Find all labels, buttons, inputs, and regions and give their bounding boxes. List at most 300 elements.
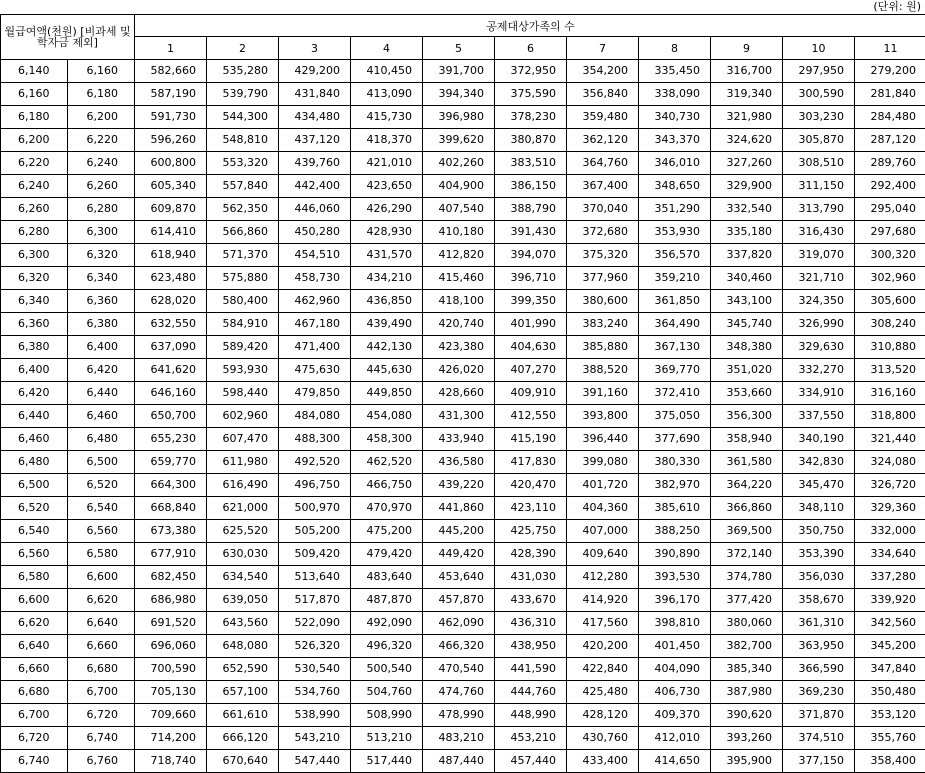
tax-amount-cell: 655,230 (135, 428, 207, 451)
tax-amount-cell: 446,060 (279, 198, 351, 221)
tax-amount-cell: 356,840 (567, 83, 639, 106)
tax-amount-cell: 548,810 (207, 129, 279, 152)
tax-amount-cell: 462,520 (351, 451, 423, 474)
table-row (1, 405, 925, 428)
tax-amount-cell: 401,450 (639, 635, 711, 658)
tax-amount-cell: 345,470 (783, 474, 855, 497)
tax-amount-cell: 646,160 (135, 382, 207, 405)
tax-amount-cell: 377,960 (567, 267, 639, 290)
tax-amount-cell: 399,350 (495, 290, 567, 313)
tax-amount-cell: 513,640 (279, 566, 351, 589)
table-row (1, 612, 925, 635)
tax-amount-cell: 422,840 (567, 658, 639, 681)
tax-amount-cell: 429,200 (279, 60, 351, 83)
salary-range-header: 월급여액(천원) [비과세 및 학자금 제외] (1, 15, 135, 60)
tax-amount-cell: 366,860 (711, 497, 783, 520)
tax-amount-cell: 509,420 (279, 543, 351, 566)
dependents-header: 공제대상가족의 수 (135, 15, 925, 37)
tax-amount-cell: 318,800 (855, 405, 925, 428)
tax-amount-cell: 535,280 (207, 60, 279, 83)
tax-amount-cell: 348,650 (639, 175, 711, 198)
tax-amount-cell: 454,510 (279, 244, 351, 267)
tax-amount-cell: 289,760 (855, 152, 925, 175)
tax-amount-cell: 428,660 (423, 382, 495, 405)
tax-amount-cell: 439,220 (423, 474, 495, 497)
table-row (1, 681, 925, 704)
tax-amount-cell: 359,210 (639, 267, 711, 290)
tax-amount-cell: 437,120 (279, 129, 351, 152)
tax-amount-cell: 483,210 (423, 727, 495, 750)
tax-amount-cell: 342,830 (783, 451, 855, 474)
tax-amount-cell: 426,290 (351, 198, 423, 221)
tax-amount-cell: 425,750 (495, 520, 567, 543)
tax-amount-cell: 345,200 (855, 635, 925, 658)
tax-amount-cell: 637,090 (135, 336, 207, 359)
tax-amount-cell: 316,430 (783, 221, 855, 244)
tax-amount-cell: 356,030 (783, 566, 855, 589)
tax-amount-cell: 353,120 (855, 704, 925, 727)
range-min-cell: 6,380 (1, 336, 68, 359)
tax-amount-cell: 700,590 (135, 658, 207, 681)
range-min-cell: 6,620 (1, 612, 68, 635)
tax-amount-cell: 444,760 (495, 681, 567, 704)
dependents-count-4: 4 (351, 37, 423, 60)
tax-amount-cell: 487,440 (423, 750, 495, 773)
tax-amount-cell: 393,800 (567, 405, 639, 428)
tax-amount-cell: 479,420 (351, 543, 423, 566)
dependents-count-row (1, 37, 925, 60)
tax-amount-cell: 302,960 (855, 267, 925, 290)
range-max-cell: 6,660 (68, 635, 135, 658)
tax-amount-cell: 436,850 (351, 290, 423, 313)
range-max-cell: 6,320 (68, 244, 135, 267)
tax-amount-cell: 383,240 (567, 313, 639, 336)
dependents-count-9: 9 (711, 37, 783, 60)
range-min-cell: 6,700 (1, 704, 68, 727)
tax-amount-cell: 398,810 (639, 612, 711, 635)
table-row (1, 635, 925, 658)
tax-amount-cell: 478,990 (423, 704, 495, 727)
tax-amount-cell: 329,360 (855, 497, 925, 520)
tax-amount-cell: 353,660 (711, 382, 783, 405)
tax-amount-cell: 297,680 (855, 221, 925, 244)
tax-amount-cell: 364,760 (567, 152, 639, 175)
tax-amount-cell: 415,190 (495, 428, 567, 451)
tax-amount-cell: 433,670 (495, 589, 567, 612)
tax-amount-cell: 562,350 (207, 198, 279, 221)
range-max-cell: 6,620 (68, 589, 135, 612)
tax-amount-cell: 641,620 (135, 359, 207, 382)
tax-amount-cell: 321,710 (783, 267, 855, 290)
tax-amount-cell: 534,760 (279, 681, 351, 704)
tax-amount-cell: 394,070 (495, 244, 567, 267)
tax-amount-cell: 557,840 (207, 175, 279, 198)
tax-amount-cell: 484,080 (279, 405, 351, 428)
tax-amount-cell: 696,060 (135, 635, 207, 658)
tax-amount-cell: 439,760 (279, 152, 351, 175)
tax-amount-cell: 428,120 (567, 704, 639, 727)
range-max-cell: 6,440 (68, 382, 135, 405)
dependents-count-10: 10 (783, 37, 855, 60)
tax-amount-cell: 319,340 (711, 83, 783, 106)
tax-amount-cell: 547,440 (279, 750, 351, 773)
tax-amount-cell: 492,520 (279, 451, 351, 474)
tax-amount-cell: 596,260 (135, 129, 207, 152)
tax-amount-cell: 423,380 (423, 336, 495, 359)
tax-amount-cell: 500,540 (351, 658, 423, 681)
tax-amount-cell: 418,370 (351, 129, 423, 152)
tax-amount-cell: 415,460 (423, 267, 495, 290)
tax-amount-cell: 639,050 (207, 589, 279, 612)
tax-amount-cell: 297,950 (783, 60, 855, 83)
tax-amount-cell: 420,470 (495, 474, 567, 497)
tax-amount-cell: 442,130 (351, 336, 423, 359)
tax-amount-cell: 625,520 (207, 520, 279, 543)
tax-amount-cell: 436,580 (423, 451, 495, 474)
tax-amount-cell: 407,540 (423, 198, 495, 221)
tax-amount-cell: 358,670 (783, 589, 855, 612)
unit-note: (단위: 원) (873, 0, 921, 14)
range-max-cell: 6,220 (68, 129, 135, 152)
tax-amount-cell: 677,910 (135, 543, 207, 566)
tax-amount-cell: 380,600 (567, 290, 639, 313)
dependents-count-6: 6 (495, 37, 567, 60)
tax-amount-cell: 337,550 (783, 405, 855, 428)
tax-amount-cell: 441,590 (495, 658, 567, 681)
table-row (1, 474, 925, 497)
tax-amount-cell: 602,960 (207, 405, 279, 428)
tax-amount-cell: 453,210 (495, 727, 567, 750)
tax-amount-cell: 372,410 (639, 382, 711, 405)
tax-amount-cell: 324,620 (711, 129, 783, 152)
tax-amount-cell: 377,150 (783, 750, 855, 773)
tax-amount-cell: 483,640 (351, 566, 423, 589)
tax-amount-cell: 375,320 (567, 244, 639, 267)
tax-amount-cell: 425,480 (567, 681, 639, 704)
tax-amount-cell: 329,630 (783, 336, 855, 359)
tax-amount-cell: 303,230 (783, 106, 855, 129)
tax-amount-cell: 670,640 (207, 750, 279, 773)
tax-amount-cell: 705,130 (135, 681, 207, 704)
tax-amount-cell: 396,170 (639, 589, 711, 612)
tax-amount-cell: 364,220 (711, 474, 783, 497)
tax-amount-cell: 657,100 (207, 681, 279, 704)
tax-amount-cell: 488,300 (279, 428, 351, 451)
tax-amount-cell: 428,390 (495, 543, 567, 566)
tax-amount-cell: 420,740 (423, 313, 495, 336)
tax-amount-cell: 428,930 (351, 221, 423, 244)
tax-amount-cell: 434,210 (351, 267, 423, 290)
tax-amount-cell: 364,490 (639, 313, 711, 336)
range-max-cell: 6,460 (68, 405, 135, 428)
table-row (1, 359, 925, 382)
range-min-cell: 6,540 (1, 520, 68, 543)
tax-amount-cell: 462,960 (279, 290, 351, 313)
tax-amount-cell: 496,320 (351, 635, 423, 658)
tax-amount-cell: 643,560 (207, 612, 279, 635)
tax-amount-cell: 339,920 (855, 589, 925, 612)
table-row (1, 382, 925, 405)
tax-amount-cell: 605,340 (135, 175, 207, 198)
table-row (1, 175, 925, 198)
tax-amount-cell: 467,180 (279, 313, 351, 336)
tax-amount-cell: 321,440 (855, 428, 925, 451)
table-row (1, 129, 925, 152)
range-min-cell: 6,440 (1, 405, 68, 428)
range-min-cell: 6,340 (1, 290, 68, 313)
tax-amount-cell: 632,550 (135, 313, 207, 336)
range-max-cell: 6,420 (68, 359, 135, 382)
range-max-cell: 6,640 (68, 612, 135, 635)
tax-amount-cell: 448,990 (495, 704, 567, 727)
tax-amount-cell: 607,470 (207, 428, 279, 451)
tax-amount-cell: 346,010 (639, 152, 711, 175)
tax-amount-cell: 388,790 (495, 198, 567, 221)
tax-amount-cell: 363,950 (783, 635, 855, 658)
tax-amount-cell: 439,490 (351, 313, 423, 336)
tax-amount-cell: 462,090 (423, 612, 495, 635)
tax-amount-cell: 370,040 (567, 198, 639, 221)
tax-amount-cell: 691,520 (135, 612, 207, 635)
tax-amount-cell: 356,570 (639, 244, 711, 267)
tax-amount-cell: 338,090 (639, 83, 711, 106)
tax-amount-cell: 415,730 (351, 106, 423, 129)
range-max-cell: 6,720 (68, 704, 135, 727)
tax-amount-cell: 374,510 (783, 727, 855, 750)
tax-amount-cell: 308,510 (783, 152, 855, 175)
tax-amount-cell: 399,620 (423, 129, 495, 152)
tax-amount-cell: 391,700 (423, 60, 495, 83)
tax-amount-cell: 337,820 (711, 244, 783, 267)
range-min-cell: 6,300 (1, 244, 68, 267)
range-min-cell: 6,160 (1, 83, 68, 106)
table-row (1, 428, 925, 451)
range-max-cell: 6,260 (68, 175, 135, 198)
range-min-cell: 6,260 (1, 198, 68, 221)
tax-amount-cell: 442,400 (279, 175, 351, 198)
tax-amount-cell: 587,190 (135, 83, 207, 106)
dependents-count-3: 3 (279, 37, 351, 60)
range-max-cell: 6,760 (68, 750, 135, 773)
tax-amount-cell: 431,570 (351, 244, 423, 267)
tax-amount-cell: 666,120 (207, 727, 279, 750)
tax-amount-cell: 487,870 (351, 589, 423, 612)
tax-amount-cell: 410,450 (351, 60, 423, 83)
table-row (1, 520, 925, 543)
tax-amount-cell: 382,700 (711, 635, 783, 658)
tax-amount-cell: 409,370 (639, 704, 711, 727)
table-row (1, 244, 925, 267)
range-max-cell: 6,540 (68, 497, 135, 520)
tax-amount-cell: 347,840 (855, 658, 925, 681)
tax-amount-cell: 466,750 (351, 474, 423, 497)
table-row (1, 221, 925, 244)
tax-amount-cell: 496,750 (279, 474, 351, 497)
tax-amount-cell: 454,080 (351, 405, 423, 428)
tax-amount-cell: 329,900 (711, 175, 783, 198)
tax-amount-cell: 355,760 (855, 727, 925, 750)
tax-amount-cell: 618,940 (135, 244, 207, 267)
range-max-cell: 6,180 (68, 83, 135, 106)
range-min-cell: 6,600 (1, 589, 68, 612)
tax-amount-cell: 313,790 (783, 198, 855, 221)
range-min-cell: 6,320 (1, 267, 68, 290)
tax-amount-cell: 571,370 (207, 244, 279, 267)
tax-amount-cell: 305,870 (783, 129, 855, 152)
tax-amount-cell: 358,940 (711, 428, 783, 451)
tax-amount-cell: 402,260 (423, 152, 495, 175)
tax-amount-cell: 412,820 (423, 244, 495, 267)
tax-amount-cell: 668,840 (135, 497, 207, 520)
tax-amount-cell: 311,150 (783, 175, 855, 198)
tax-amount-cell: 353,390 (783, 543, 855, 566)
withholding-tax-table (0, 14, 925, 773)
tax-amount-cell: 359,480 (567, 106, 639, 129)
tax-amount-cell: 377,420 (711, 589, 783, 612)
tax-amount-cell: 334,910 (783, 382, 855, 405)
tax-amount-cell: 471,400 (279, 336, 351, 359)
tax-amount-cell: 582,660 (135, 60, 207, 83)
range-min-cell: 6,500 (1, 474, 68, 497)
tax-amount-cell: 718,740 (135, 750, 207, 773)
tax-amount-cell: 281,840 (855, 83, 925, 106)
range-max-cell: 6,240 (68, 152, 135, 175)
tax-amount-cell: 409,640 (567, 543, 639, 566)
tax-amount-cell: 543,210 (279, 727, 351, 750)
tax-amount-cell: 375,590 (495, 83, 567, 106)
tax-amount-cell: 492,090 (351, 612, 423, 635)
tax-amount-cell: 358,400 (855, 750, 925, 773)
tax-amount-cell: 580,400 (207, 290, 279, 313)
range-min-cell: 6,180 (1, 106, 68, 129)
tax-amount-cell: 332,270 (783, 359, 855, 382)
dependents-count-8: 8 (639, 37, 711, 60)
tax-amount-cell: 611,980 (207, 451, 279, 474)
tax-amount-cell: 396,710 (495, 267, 567, 290)
tax-amount-cell: 313,520 (855, 359, 925, 382)
tax-amount-cell: 343,100 (711, 290, 783, 313)
table-row (1, 658, 925, 681)
tax-amount-cell: 616,490 (207, 474, 279, 497)
tax-amount-cell: 287,120 (855, 129, 925, 152)
tax-amount-cell: 319,070 (783, 244, 855, 267)
tax-amount-cell: 436,310 (495, 612, 567, 635)
tax-amount-cell: 404,900 (423, 175, 495, 198)
tax-amount-cell: 500,970 (279, 497, 351, 520)
dependents-count-7: 7 (567, 37, 639, 60)
tax-amount-cell: 396,980 (423, 106, 495, 129)
range-max-cell: 6,160 (68, 60, 135, 83)
dependents-count-11: 11 (855, 37, 925, 60)
tax-amount-cell: 351,020 (711, 359, 783, 382)
range-max-cell: 6,560 (68, 520, 135, 543)
tax-amount-cell: 664,300 (135, 474, 207, 497)
range-max-cell: 6,200 (68, 106, 135, 129)
table-row (1, 290, 925, 313)
tax-amount-cell: 407,270 (495, 359, 567, 382)
range-min-cell: 6,460 (1, 428, 68, 451)
tax-amount-cell: 390,890 (639, 543, 711, 566)
tax-amount-cell: 648,080 (207, 635, 279, 658)
tax-amount-cell: 414,650 (639, 750, 711, 773)
tax-amount-cell: 413,090 (351, 83, 423, 106)
tax-amount-cell: 628,020 (135, 290, 207, 313)
tax-amount-cell: 410,180 (423, 221, 495, 244)
range-max-cell: 6,680 (68, 658, 135, 681)
range-min-cell: 6,480 (1, 451, 68, 474)
table-row (1, 566, 925, 589)
tax-amount-cell: 388,520 (567, 359, 639, 382)
range-min-cell: 6,140 (1, 60, 68, 83)
tax-amount-cell: 709,660 (135, 704, 207, 727)
tax-amount-cell: 369,230 (783, 681, 855, 704)
tax-amount-cell: 575,880 (207, 267, 279, 290)
tax-amount-cell: 324,080 (855, 451, 925, 474)
range-min-cell: 6,680 (1, 681, 68, 704)
tax-amount-cell: 308,240 (855, 313, 925, 336)
tax-amount-cell: 508,990 (351, 704, 423, 727)
tax-amount-cell: 621,000 (207, 497, 279, 520)
table-row (1, 106, 925, 129)
tax-amount-cell: 361,310 (783, 612, 855, 635)
tax-amount-cell: 475,630 (279, 359, 351, 382)
tax-amount-cell: 600,800 (135, 152, 207, 175)
table-row (1, 727, 925, 750)
tax-amount-cell: 386,150 (495, 175, 567, 198)
range-max-cell: 6,580 (68, 543, 135, 566)
tax-amount-cell: 433,400 (567, 750, 639, 773)
tax-amount-cell: 372,950 (495, 60, 567, 83)
tax-amount-cell: 423,110 (495, 497, 567, 520)
tax-amount-cell: 407,000 (567, 520, 639, 543)
tax-amount-cell: 399,080 (567, 451, 639, 474)
tax-amount-cell: 391,160 (567, 382, 639, 405)
tax-amount-cell: 367,400 (567, 175, 639, 198)
table-body (1, 60, 925, 773)
tax-amount-cell: 362,120 (567, 129, 639, 152)
tax-amount-cell: 430,760 (567, 727, 639, 750)
tax-amount-cell: 445,200 (423, 520, 495, 543)
tax-amount-cell: 305,600 (855, 290, 925, 313)
tax-amount-cell: 292,400 (855, 175, 925, 198)
range-min-cell: 6,580 (1, 566, 68, 589)
tax-amount-cell: 409,910 (495, 382, 567, 405)
table-row (1, 152, 925, 175)
tax-amount-cell: 348,110 (783, 497, 855, 520)
range-min-cell: 6,220 (1, 152, 68, 175)
tax-amount-cell: 457,870 (423, 589, 495, 612)
range-max-cell: 6,700 (68, 681, 135, 704)
table-header (1, 15, 925, 60)
tax-amount-cell: 279,200 (855, 60, 925, 83)
tax-amount-cell: 431,840 (279, 83, 351, 106)
tax-amount-cell: 593,930 (207, 359, 279, 382)
dependents-count-5: 5 (423, 37, 495, 60)
tax-amount-cell: 614,410 (135, 221, 207, 244)
tax-amount-cell: 630,030 (207, 543, 279, 566)
tax-amount-cell: 393,530 (639, 566, 711, 589)
range-max-cell: 6,600 (68, 566, 135, 589)
tax-amount-cell: 504,760 (351, 681, 423, 704)
tax-amount-cell: 445,630 (351, 359, 423, 382)
tax-amount-cell: 474,760 (423, 681, 495, 704)
tax-amount-cell: 326,990 (783, 313, 855, 336)
tax-amount-cell: 412,280 (567, 566, 639, 589)
tax-amount-cell: 310,880 (855, 336, 925, 359)
tax-amount-cell: 466,320 (423, 635, 495, 658)
tax-amount-cell: 450,280 (279, 221, 351, 244)
tax-amount-cell: 652,590 (207, 658, 279, 681)
